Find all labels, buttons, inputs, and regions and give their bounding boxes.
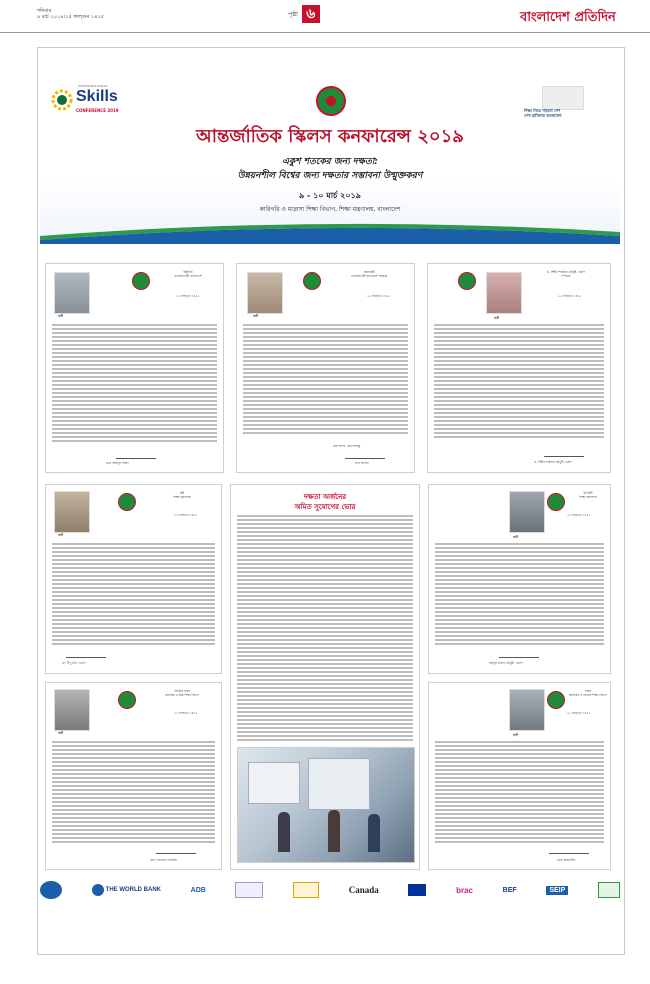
message-card-speaker <box>427 263 611 473</box>
sponsor-canada: Canada <box>348 885 379 895</box>
deputy-role: উপমন্ত্রী <box>583 491 593 495</box>
message-card-deputy <box>428 484 611 674</box>
message-card-president <box>45 263 224 473</box>
secretary-text <box>435 741 604 845</box>
page-number: ৬ <box>302 5 320 23</box>
speaker-role: ড. শিরীন শারমিন চৌধুরী, এমপি <box>546 270 586 274</box>
president-role: রাষ্ট্রপতি <box>183 270 193 274</box>
sponsor-brac: brac <box>456 885 474 895</box>
deputy-tag: বাণী <box>513 535 519 539</box>
newspaper-header <box>0 0 650 33</box>
seal-icon <box>132 272 150 290</box>
minister-tag: বাণী <box>58 533 64 537</box>
senior-secretary-tag: বাণী <box>58 731 64 735</box>
page-number-block <box>276 4 332 24</box>
minister-role2: শিক্ষা মন্ত্রণালয় <box>173 495 191 499</box>
partner-logo <box>598 882 620 898</box>
un-emblem-icon <box>40 881 62 899</box>
message-card-pm <box>236 263 415 473</box>
sponsor-world-bank <box>92 884 161 896</box>
ilo-logo <box>235 882 263 898</box>
deputy-name: মহিবুল হাসান চৌধুরী, এমপি <box>489 661 523 665</box>
minister-name: ডা. দীপু মনি, এমপি <box>62 661 86 665</box>
pm-date: ২৫ ফাল্গুন ১৪২৫ <box>367 294 391 298</box>
secretary-name: মোঃ আলমগীর <box>557 858 576 862</box>
president-text <box>52 324 217 444</box>
president-signature <box>116 452 156 459</box>
secretary-tag: বাণী <box>513 733 519 737</box>
globe-icon <box>92 884 104 896</box>
deputy-role2: শিক্ষা মন্ত্রণালয় <box>579 495 597 499</box>
president-portrait <box>54 272 90 314</box>
pm-signature <box>345 452 385 459</box>
eu-flag-icon <box>408 884 426 896</box>
seal-icon <box>303 272 321 290</box>
deputy-text <box>435 543 604 647</box>
senior-secretary-signature <box>156 847 196 854</box>
header-date: ৯ মার্চ ২০১৯।২৫ ফাল্গুন ১৪২৫ <box>37 14 105 20</box>
seal-icon <box>547 493 565 511</box>
deputy-signature <box>499 651 539 658</box>
pm-portrait <box>247 272 283 314</box>
message-card-secretary <box>428 682 611 870</box>
secretary-portrait <box>509 689 545 731</box>
pm-text <box>243 324 408 436</box>
gear-icon <box>50 88 74 112</box>
president-name: মোঃ আবদুল হামিদ <box>106 461 129 465</box>
secretary-role: সচিব <box>584 689 592 693</box>
banner-subtitle1: একুশ শতকের জন্য দক্ষতা: <box>282 157 378 167</box>
senior-secretary-name: মোঃ সোহরাব হোসাইন <box>150 858 177 862</box>
minister-date: ২৫ ফাল্গুন ১৪২৫ <box>174 513 198 517</box>
slogan-portrait <box>542 86 584 110</box>
seal-icon <box>547 691 565 709</box>
speaker-role2: স্পিকার <box>561 274 571 278</box>
seal-icon <box>458 272 476 290</box>
header-day: শনিবার <box>37 8 52 14</box>
president-tag: বাণী <box>58 314 64 318</box>
header-date-block <box>37 8 117 20</box>
slogan-line1: শিক্ষা নিয়ে গড়বো দেশ <box>524 108 561 113</box>
speaker-portrait <box>486 272 522 314</box>
pm-role: প্রধানমন্ত্রী <box>363 270 375 274</box>
senior-secretary-portrait <box>54 689 90 731</box>
sponsor-adb: ADB <box>190 886 206 894</box>
secretary-signature <box>549 847 589 854</box>
workshop-photo <box>237 747 415 863</box>
senior-secretary-text <box>52 741 215 845</box>
logo-word: Skills <box>76 88 118 105</box>
speaker-tag: বাণী <box>494 316 500 320</box>
minister-text <box>52 543 215 647</box>
sponsor-strip <box>40 878 620 902</box>
banner <box>40 82 620 244</box>
seal-icon <box>118 493 136 511</box>
sponsor-bef: BEF <box>502 886 517 894</box>
secretary-role2: কারিগরি ও মাদ্রাসা শিক্ষা বিভাগ <box>569 693 607 697</box>
banner-subtitle2: উন্নয়নশীল বিশ্বের জন্য দক্ষতার সম্ভাবনা উন্মুক্তকরণ <box>237 171 423 181</box>
feature-text <box>237 515 413 743</box>
banner-dates: ৯ - ১০ মার্চ ২০১৯ <box>299 191 361 200</box>
minister-role: মন্ত্রী <box>179 491 185 495</box>
speaker-name: ড. শিরীন শারমিন চৌধুরী, এমপি <box>534 460 573 464</box>
slogan-block <box>524 84 614 118</box>
page-word: পৃষ্ঠা <box>288 10 298 18</box>
speaker-signature <box>544 450 584 457</box>
minister-signature <box>66 651 106 658</box>
sponsor-world-bank-label: THE WORLD BANK <box>105 887 161 893</box>
pm-role2: গণপ্রজাতন্ত্রী বাংলাদেশ সরকার <box>350 274 388 278</box>
seal-icon <box>118 691 136 709</box>
speaker-text <box>434 324 604 440</box>
anniversary-logo <box>293 882 319 898</box>
pm-tag: বাণী <box>253 314 259 318</box>
president-role2: গণপ্রজাতন্ত্রী বাংলাদেশ <box>174 274 202 278</box>
pm-closing: জয় বাংলা, জয় বঙ্গবন্ধু <box>333 444 361 448</box>
sponsor-seip: SEIP <box>546 886 568 895</box>
government-seal-icon <box>316 86 346 116</box>
senior-secretary-role: সিনিয়র সচিব <box>174 689 190 693</box>
banner-title: আন্তর্জাতিক স্কিলস কনফারেন্স ২০১৯ <box>196 126 464 147</box>
message-card-senior-secretary <box>45 682 222 870</box>
senior-secretary-date: ২৫ ফাল্গুন ১৪২৫ <box>174 711 198 715</box>
logo-line2: CONFERENCE 2019 <box>76 108 119 113</box>
feature-kicker: দক্ষতা অর্জনের <box>303 493 347 501</box>
banner-swoosh <box>40 214 620 244</box>
logo-line1: INTERNATIONAL <box>78 84 109 88</box>
president-date: ২৫ ফাল্গুন ১৪২৫ <box>176 294 200 298</box>
secretary-date: ২৫ ফাল্গুন ১৪২৫ <box>567 711 591 715</box>
feature-article <box>230 484 420 870</box>
deputy-date: ২৫ ফাল্গুন ১৪২৫ <box>567 513 591 517</box>
banner-organizer: কারিগরি ও মাদ্রাসা শিক্ষা বিভাগ, শিক্ষা মন্ত্রণালয়, বাংলাদেশ <box>259 206 401 213</box>
feature-headline: অমিত সুযোগের ভোর <box>294 503 356 511</box>
minister-portrait <box>54 491 90 533</box>
deputy-portrait <box>509 491 545 533</box>
slogan-line2: শেখ হাসিনার বাংলাদেশ <box>524 113 562 118</box>
paper-name: বাংলাদেশ প্রতিদিন <box>520 10 616 25</box>
speaker-date: ২৫ ফাল্গুন ১৪২৫ <box>558 294 582 298</box>
message-card-minister <box>45 484 222 674</box>
pm-name: শেখ হাসিনা <box>355 461 369 465</box>
senior-secretary-role2: মাধ্যমিক ও উচ্চ শিক্ষা বিভাগ <box>164 693 199 697</box>
